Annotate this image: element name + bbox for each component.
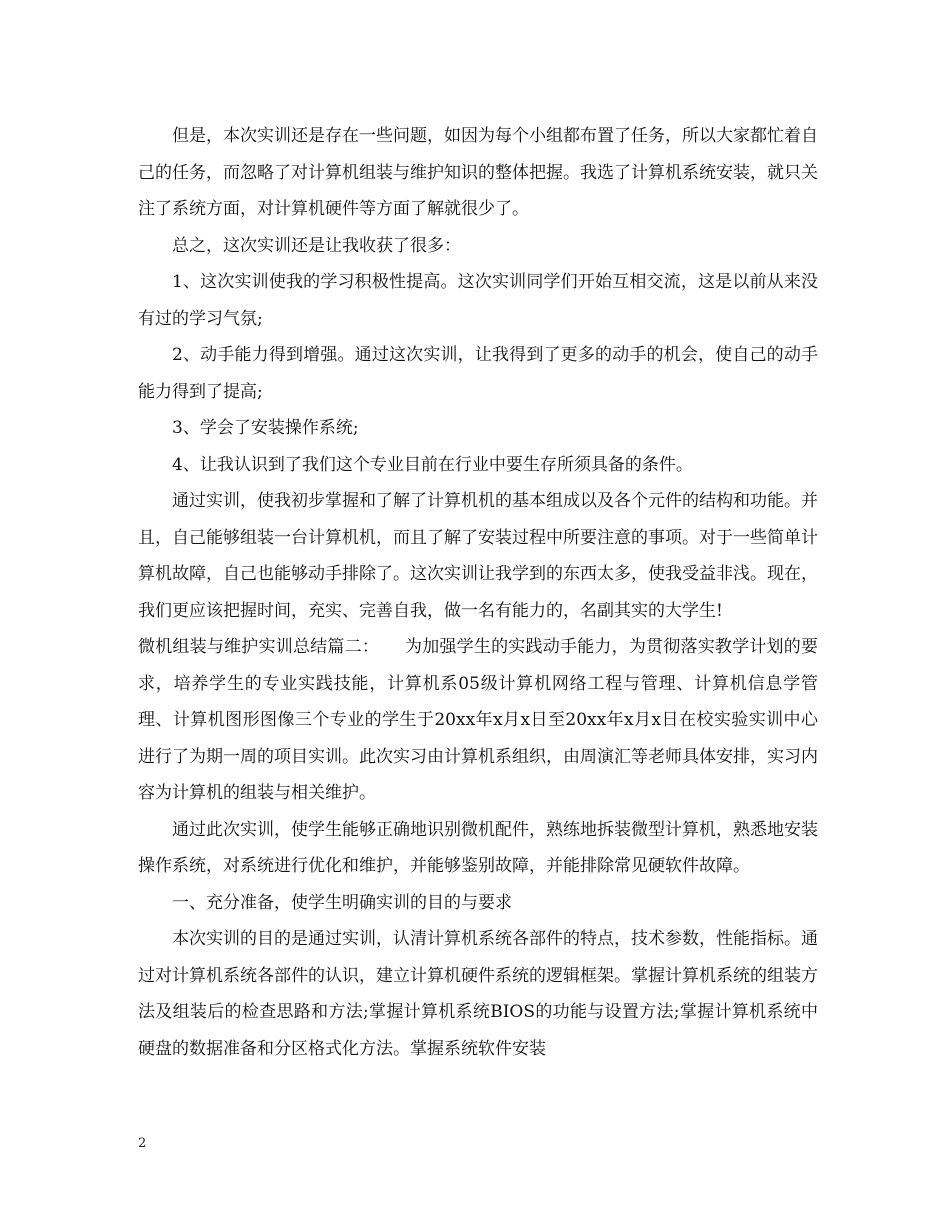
paragraph-training-goals: 通过此次实训，使学生能够正确地识别微机配件，熟练地拆装微型计算机，熟悉地安装操作系统，对系统进行优化和维护，并能够鉴别故障，并能排除常见硬软件故障。 xyxy=(138,819,818,876)
paragraph-gain-3: 3、学会了安装操作系统; xyxy=(172,418,359,438)
paragraph-summary-intro: 总之，这次实训还是让我收获了很多： xyxy=(172,235,461,256)
paragraph-problems: 但是，本次实训还是存在一些问题，如因为每个小组都布置了任务，所以大家都忙着自己的任务，而忽略了对计算机组装与维护知识的整体把握。我选了计算机系统安装，就只关注了系统方面，对计算机硬件等方面了解就很少了。 xyxy=(138,126,818,219)
paragraph-gain-2: 2、动手能力得到增强。通过这次实训，让我得到了更多的动手的机会，使自己的动手能力得到了提高; xyxy=(138,345,818,402)
paragraph-gain-4: 4、让我认识到了我们这个专业目前在行业中要生存所须具备的条件。 xyxy=(172,454,693,475)
document-body xyxy=(138,118,818,1067)
paragraph-training-purpose: 本次实训的目的是通过实训，认清计算机系统各部件的特点，技术参数，性能指标。通过对计算机系统各部件的认识，建立计算机硬件系统的逻辑框架。掌握计算机系统的组装方法及组装后的检查思路和方法;掌握计算机系统BIOS的功能与设置方法;掌握计算机系统中硬盘的数据准备和分区格式化方法。掌握系统软件安装 xyxy=(138,929,818,1059)
paragraph-conclusion: 通过实训，使我初步掌握和了解了计算机机的基本组成以及各个元件的结构和功能。并且，自己能够组装一台计算机机，而且了解了安装过程中所要注意的事项。对于一些简单计算机故障，自己也能够动手排除了。这次实训让我学到的东西太多，使我受益非浅。现在，我们更应该把握时间，充实、完善自我，做一名有能力的，名副其实的大学生! xyxy=(138,491,818,621)
paragraph-article-two: 微机组装与维护实训总结篇二： 为加强学生的实践动手能力，为贯彻落实教学计划的要求，培养学生的专业实践技能，计算机系05级计算机网络工程与管理、计算机信息学管理、计算机图形图像三个专业的学生于20xx年x月x日至20xx年x月x日在校实验实训中心进行了为期一周的项目实训。此次实习由计算机系组织，由周演汇等老师具体安排，实习内容为计算机的组装与相关维护。 xyxy=(138,637,818,803)
paragraph-gain-1: 1、这次实训使我的学习积极性提高。这次实训同学们开始互相交流，这是以前从来没有过的学习气氛; xyxy=(138,272,818,329)
page-number: 2 xyxy=(138,1136,147,1151)
section-heading-preparation: 一、充分准备，使学生明确实训的目的与要求 xyxy=(172,892,512,913)
